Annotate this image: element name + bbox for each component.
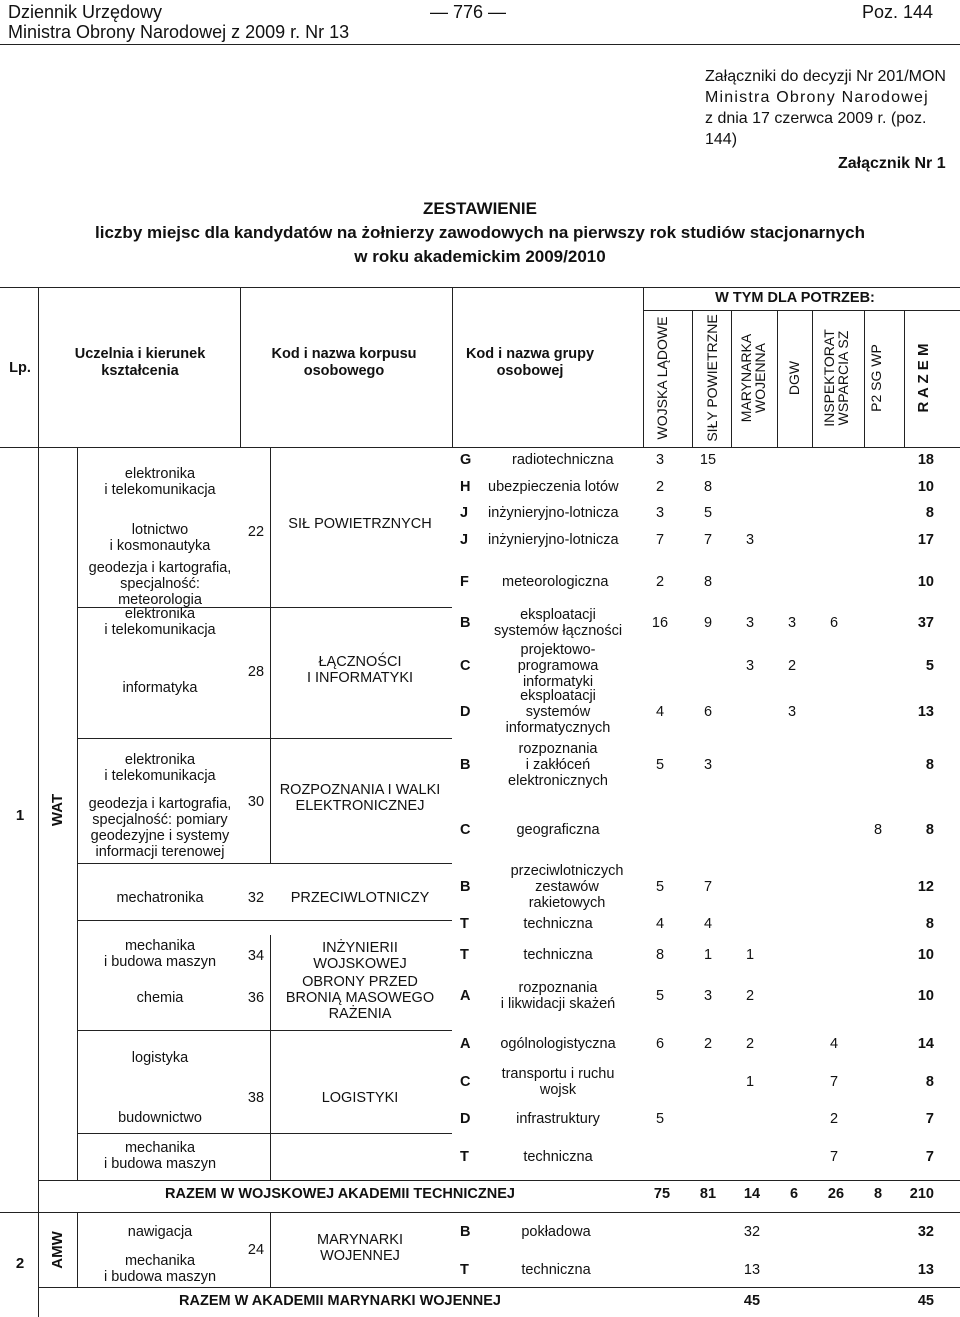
wat-kierunek [132, 1050, 188, 1066]
wat-korpus-name-line: ROZPOZNANIA I WALKI [279, 782, 441, 798]
wat-kierunek-line: mechatronika [116, 890, 204, 906]
wat-grupa-name-line: techniczna [523, 916, 593, 932]
wat-grupa-razem: 8 [925, 822, 934, 838]
wat-kierunek-line: elektronika [124, 606, 196, 622]
wat-kierunek-line: elektronika [124, 752, 196, 768]
wat-korpus-name-line: OBRONY PRZED [302, 974, 418, 990]
wat-grupa-name-line: techniczna [523, 1149, 593, 1165]
wat-grupa-code: J [460, 532, 469, 548]
wat-grupa-name [516, 822, 599, 838]
wat-grupa-name-line: programowa [517, 658, 599, 674]
wat-grupa-razem: 37 [917, 615, 934, 631]
wat-kierunek-line: geodezyjne i systemy [90, 828, 230, 844]
wat-korpus-name-line: BRONIĄ MASOWEGO [285, 990, 435, 1006]
wat-grupa-code: A [460, 988, 471, 1004]
wat-grupa-name [523, 1149, 592, 1165]
table-rule [904, 310, 905, 447]
wat-grupa-name-line: zestawów [535, 879, 599, 895]
wat-grupa-sp: 2 [703, 1036, 713, 1052]
wat-grupa-isz: 6 [829, 615, 839, 631]
wat-grupa-name [502, 574, 608, 590]
wat-korpus-name-line: SIŁ POWIETRZNYCH [288, 516, 432, 532]
wat-grupa-name-line: systemów [525, 704, 591, 720]
wat-korpus-name-line: INŻYNIERII [322, 940, 398, 956]
wat-korpus-code: 38 [247, 1090, 265, 1106]
wat-grupa-name [523, 947, 592, 963]
table-rule [38, 1287, 960, 1288]
header-col-1: SIŁY POWIETRZNE [704, 314, 720, 442]
wat-grupa-isz: 7 [829, 1149, 839, 1165]
wat-kierunek-line: i kosmonautyka [109, 538, 211, 554]
table-rule [77, 1212, 78, 1287]
wat-grupa-code: C [460, 658, 471, 674]
wat-grupa-razem: 8 [925, 1074, 934, 1090]
wat-grupa-wl: 4 [655, 916, 665, 932]
header-col-6: R A Z E M [915, 343, 932, 413]
table-rule [270, 1212, 271, 1287]
header-lp: Lp. [9, 360, 31, 376]
header-col-2-line: WOJENNA [752, 343, 768, 413]
wat-kierunek [110, 522, 211, 554]
table-rule [643, 310, 960, 311]
wat-grupa-name [488, 479, 619, 495]
wat-kierunek [137, 990, 184, 1006]
header-w-tym: W TYM DLA POTRZEB: [715, 290, 875, 306]
wat-grupa-name-line: wojsk [539, 1082, 577, 1098]
wat-grupa-name-line: geograficzna [516, 822, 600, 838]
table-rule [270, 447, 271, 607]
wat-grupa-code: B [460, 615, 471, 631]
wat-grupa-name-line: ubezpieczenia lotów [488, 479, 619, 495]
wat-grupa-wl: 6 [655, 1036, 665, 1052]
table-rule [777, 310, 778, 447]
annex-line-1: Załączniki do decyzji Nr 201/MON [705, 68, 946, 85]
table-rule [77, 863, 452, 864]
wat-grupa-sp: 8 [703, 479, 713, 495]
wat-grupa-code: H [460, 479, 471, 495]
wat-grupa-sp: 3 [703, 757, 713, 773]
amw-total-label: RAZEM W AKADEMII MARYNARKI WOJENNEJ [179, 1293, 501, 1309]
wat-grupa-wl: 5 [655, 988, 665, 1004]
header-grupa-line: osobowej [496, 363, 564, 379]
wat-grupa-isz: 7 [829, 1074, 839, 1090]
wat-total-value: 26 [827, 1186, 845, 1202]
wat-total-value: 81 [699, 1186, 717, 1202]
wat-total-razem: 210 [909, 1186, 934, 1202]
wat-grupa-code: T [460, 947, 469, 963]
wat-grupa-wl: 2 [655, 479, 665, 495]
document-title [0, 197, 960, 269]
position-number: Poz. 144 [862, 2, 934, 22]
wat-grupa-razem: 10 [917, 947, 934, 963]
wat-grupa-sp: 8 [703, 574, 713, 590]
amw-kierunek [128, 1224, 193, 1240]
amw-korpus-code: 24 [247, 1242, 265, 1258]
wat-korpus-name-line: ŁĄCZNOŚCI [318, 654, 402, 670]
amw-kierunek [104, 1253, 216, 1285]
wat-grupa-mw: 3 [745, 615, 755, 631]
wat-total-value: 14 [743, 1186, 761, 1202]
wat-grupa-sp: 7 [703, 532, 713, 548]
amw-grupa-mw: 13 [743, 1262, 761, 1278]
header-col-0: WOJSKA LĄDOWE [654, 316, 670, 440]
wat-kierunek [104, 466, 215, 498]
title-main: ZESTAWIENIE [423, 199, 537, 218]
wat-korpus-name-line: I INFORMATYKI [306, 670, 414, 686]
wat-grupa-code: T [460, 1149, 469, 1165]
wat-grupa-name [488, 505, 619, 521]
wat-total-value: 75 [653, 1186, 671, 1202]
wat-kierunek-line: i budowa maszyn [103, 1156, 217, 1172]
wat-grupa-code: C [460, 1074, 471, 1090]
wat-grupa-sp: 7 [703, 879, 713, 895]
wat-grupa-sp: 5 [703, 505, 713, 521]
table-rule [270, 738, 271, 863]
wat-grupa-wl: 5 [655, 757, 665, 773]
wat-kierunek [89, 796, 232, 860]
table-rule [0, 287, 960, 288]
wat-kierunek-line: meteorologia [118, 592, 202, 608]
header-col-2 [739, 334, 767, 422]
wat-grupa-wl: 3 [655, 452, 665, 468]
wat-grupa-wl: 3 [655, 505, 665, 521]
wat-grupa-wl: 16 [651, 615, 669, 631]
wat-grupa-name [501, 980, 615, 1012]
wat-grupa-razem: 5 [925, 658, 934, 674]
wat-kierunek [116, 890, 203, 906]
wat-grupa-razem: 17 [917, 532, 934, 548]
wat-kierunek-line: mechanika [124, 1140, 196, 1156]
header-uczelnia-line: Uczelnia i kierunek [74, 346, 206, 362]
amw-kierunek-line: mechanika [124, 1253, 196, 1269]
wat-grupa-name-line: rakietowych [528, 895, 606, 911]
wat-grupa-mw: 3 [745, 532, 755, 548]
wat-korpus-code: 22 [247, 524, 265, 540]
header-korpus-line: osobowego [303, 363, 385, 379]
wat-kierunek-line: geodezja i kartografia, [88, 796, 232, 812]
wat-grupa-name [502, 1066, 615, 1098]
wat-kierunek-line: geodezja i kartografia, [88, 560, 232, 576]
wat-korpus-name [286, 974, 434, 1022]
table-rule [38, 1180, 960, 1181]
wat-grupa-dgw: 3 [787, 615, 797, 631]
wat-grupa-name [511, 863, 624, 911]
wat-grupa-name-line: infrastruktury [516, 1111, 600, 1127]
header-grupa-line: Kod i nazwa grupy [465, 346, 595, 362]
wat-label: WAT [49, 793, 66, 827]
wat-korpus-name [280, 782, 441, 814]
table-rule [38, 287, 39, 1317]
wat-grupa-name-line: rozpoznania [518, 980, 598, 996]
wat-total-label: RAZEM W WOJSKOWEJ AKADEMII TECHNICZNEJ [165, 1186, 515, 1202]
table-rule [0, 1212, 960, 1213]
wat-grupa-code: C [460, 822, 471, 838]
table-rule [77, 920, 452, 921]
table-rule [240, 287, 241, 447]
wat-grupa-name-line: transportu i ruchu [501, 1066, 615, 1082]
wat-grupa-mw: 1 [745, 1074, 755, 1090]
wat-korpus-code: 30 [247, 794, 265, 810]
wat-grupa-code: F [460, 574, 469, 590]
amw-korpus-name-line: WOJENNEJ [320, 1248, 400, 1264]
wat-grupa-name [494, 607, 622, 639]
wat-grupa-sp: 4 [703, 916, 713, 932]
amw-korpus-name [317, 1232, 403, 1264]
wat-kierunek [118, 1110, 202, 1126]
table-rule [270, 607, 271, 738]
wat-grupa-name [506, 688, 611, 736]
wat-grupa-code: T [460, 916, 469, 932]
table-rule [77, 738, 452, 739]
wat-grupa-code: G [460, 452, 472, 468]
wat-kierunek-line: i telekomunikacja [104, 622, 216, 638]
wat-kierunek-line: budownictwo [118, 1110, 202, 1126]
wat-kierunek-line: i telekomunikacja [104, 482, 216, 498]
amw-total-mw: 45 [743, 1293, 761, 1309]
wat-grupa-razem: 12 [917, 879, 934, 895]
wat-grupa-name [516, 1111, 600, 1127]
wat-kierunek [104, 938, 216, 970]
wat-grupa-wl: 5 [655, 879, 665, 895]
wat-grupa-wl: 4 [655, 704, 665, 720]
wat-grupa-name [508, 741, 608, 789]
table-rule [270, 1030, 271, 1180]
wat-grupa-wl: 2 [655, 574, 665, 590]
wat-grupa-name-line: meteorologiczna [502, 574, 609, 590]
wat-grupa-p2: 8 [873, 822, 883, 838]
wat-lp: 1 [15, 807, 25, 824]
wat-grupa-razem: 10 [917, 479, 934, 495]
wat-kierunek [104, 1140, 216, 1172]
wat-grupa-name-line: techniczna [523, 947, 593, 963]
wat-grupa-name [518, 642, 599, 690]
wat-korpus-name [288, 516, 431, 532]
table-rule [812, 310, 813, 447]
amw-grupa-razem: 13 [917, 1262, 934, 1278]
wat-grupa-name-line: i zakłóceń [525, 757, 591, 773]
header-uczelnia-line: kształcenia [101, 363, 179, 379]
wat-grupa-razem: 14 [917, 1036, 934, 1052]
header-col-4-line: INSPEKTORAT [821, 329, 837, 427]
amw-grupa-name-line: techniczna [521, 1262, 591, 1278]
wat-kierunek-line: informacji terenowej [95, 844, 225, 860]
wat-kierunek-line: specjalność: [120, 576, 200, 592]
wat-kierunek-line: i budowa maszyn [103, 954, 217, 970]
amw-lp: 2 [15, 1255, 25, 1272]
amw-grupa-mw: 32 [743, 1224, 761, 1240]
wat-kierunek-line: chemia [136, 990, 184, 1006]
wat-korpus-name-line: WOJSKOWEJ [313, 956, 407, 972]
header-korpus [271, 346, 416, 380]
wat-grupa-code: D [460, 1111, 471, 1127]
wat-korpus-name-line: RAŻENIA [328, 1006, 392, 1022]
header-grupa [466, 346, 594, 380]
wat-grupa-razem: 8 [925, 505, 934, 521]
wat-grupa-name [488, 532, 619, 548]
wat-grupa-name-line: inżynieryjno-lotnicza [488, 505, 619, 521]
wat-grupa-razem: 18 [917, 452, 934, 468]
wat-kierunek [89, 560, 232, 608]
wat-grupa-name-line: rozpoznania [518, 741, 598, 757]
wat-grupa-name [512, 452, 614, 468]
wat-grupa-razem: 7 [925, 1111, 934, 1127]
amw-grupa-name [521, 1262, 590, 1278]
header-col-5: P2 SG WP [868, 344, 884, 412]
header-uczelnia [75, 346, 206, 380]
wat-grupa-code: B [460, 757, 471, 773]
amw-kierunek-line: nawigacja [127, 1224, 193, 1240]
header-col-4 [822, 329, 850, 427]
wat-kierunek-line: elektronika [124, 466, 196, 482]
wat-korpus-name [313, 940, 406, 972]
table-rule [270, 935, 271, 1030]
wat-grupa-mw: 2 [745, 988, 755, 1004]
wat-korpus-name [307, 654, 413, 686]
wat-grupa-code: B [460, 879, 471, 895]
wat-grupa-name-line: ogólnologistyczna [500, 1036, 616, 1052]
amw-grupa-code: T [460, 1262, 469, 1278]
wat-kierunek-line: lotnictwo [131, 522, 189, 538]
wat-korpus-name [291, 890, 430, 906]
amw-grupa-name [521, 1224, 590, 1240]
wat-grupa-name-line: przeciwlotniczych [510, 863, 624, 879]
wat-grupa-razem: 8 [925, 757, 934, 773]
wat-grupa-name-line: eksploatacji [520, 688, 596, 704]
wat-grupa-mw: 2 [745, 1036, 755, 1052]
amw-korpus-name-line: MARYNARKI [317, 1232, 403, 1248]
amw-total-razem: 45 [917, 1293, 934, 1309]
wat-grupa-mw: 1 [745, 947, 755, 963]
header-col-2-line: MARYNARKA [738, 333, 754, 423]
wat-grupa-name-line: elektronicznych [508, 773, 608, 789]
wat-korpus-code: 28 [247, 664, 265, 680]
header-col-3: DGW [786, 360, 802, 396]
wat-kierunek-line: i telekomunikacja [104, 768, 216, 784]
wat-grupa-dgw: 2 [787, 658, 797, 674]
wat-korpus-name-line: ELEKTRONICZNEJ [295, 798, 425, 814]
journal-subtitle: Ministra Obrony Narodowej z 2009 r. Nr 13 [8, 22, 350, 42]
wat-kierunek-line: specjalność: pomiary [92, 812, 228, 828]
wat-kierunek-line: mechanika [124, 938, 196, 954]
header-korpus-line: Kod i nazwa korpusu [271, 346, 417, 362]
wat-grupa-wl: 8 [655, 947, 665, 963]
wat-grupa-mw: 3 [745, 658, 755, 674]
table-rule [0, 447, 960, 448]
wat-kierunek [104, 606, 215, 638]
table-rule [77, 1133, 452, 1134]
wat-grupa-isz: 2 [829, 1111, 839, 1127]
wat-grupa-razem: 10 [917, 988, 934, 1004]
table-rule [864, 310, 865, 447]
wat-grupa-code: J [460, 505, 469, 521]
annex-line-3: z dnia 17 czerwca 2009 r. (poz. 144) [705, 110, 927, 148]
wat-korpus-code: 32 [247, 890, 265, 906]
amw-grupa-name-line: pokładowa [521, 1224, 591, 1240]
wat-grupa-wl: 5 [655, 1111, 665, 1127]
amw-kierunek-line: i budowa maszyn [103, 1269, 217, 1285]
wat-grupa-name-line: eksploatacji [520, 607, 596, 623]
table-rule [452, 287, 453, 447]
wat-kierunek [104, 752, 215, 784]
wat-korpus-name-line: PRZECIWLOTNICZY [290, 890, 430, 906]
wat-grupa-isz: 4 [829, 1036, 839, 1052]
annex-note [705, 66, 960, 150]
wat-grupa-name-line: systemów łączności [493, 623, 623, 639]
wat-grupa-wl: 7 [655, 532, 665, 548]
title-line-1: liczby miejsc dla kandydatów na żołnierzy zawodowych na pierwszy rok studiów stacjonarnych [95, 223, 865, 242]
wat-kierunek [123, 680, 198, 696]
wat-grupa-code: D [460, 704, 471, 720]
wat-grupa-name-line: inżynieryjno-lotnicza [488, 532, 619, 548]
table-rule [77, 1030, 452, 1031]
amw-grupa-razem: 32 [917, 1224, 934, 1240]
header-rule [0, 44, 960, 45]
wat-grupa-sp: 9 [703, 615, 713, 631]
annex-line-2: Ministra Obrony Narodowej [705, 89, 929, 106]
wat-grupa-name-line: radiotechniczna [512, 452, 614, 468]
amw-grupa-code: B [460, 1224, 471, 1240]
wat-kierunek-line: informatyka [122, 680, 198, 696]
attachment-label: Załącznik Nr 1 [838, 155, 946, 172]
title-line-2: w roku akademickim 2009/2010 [354, 247, 606, 266]
wat-korpus-code: 34 [247, 948, 265, 964]
wat-grupa-razem: 13 [917, 704, 934, 720]
table-rule [643, 287, 644, 447]
wat-korpus-name [322, 1090, 399, 1106]
wat-grupa-dgw: 3 [787, 704, 797, 720]
wat-grupa-razem: 8 [925, 916, 934, 932]
page-number: — 776 — [430, 2, 507, 22]
wat-korpus-code: 36 [247, 990, 265, 1006]
table-rule [692, 310, 693, 447]
wat-grupa-sp: 6 [703, 704, 713, 720]
wat-grupa-razem: 7 [925, 1149, 934, 1165]
wat-grupa-name-line: informatyki [522, 674, 594, 690]
wat-grupa-name [500, 1036, 615, 1052]
wat-grupa-sp: 1 [703, 947, 713, 963]
wat-grupa-sp: 3 [703, 988, 713, 1004]
wat-grupa-name-line: informatycznych [505, 720, 611, 736]
wat-grupa-name-line: projektowo- [520, 642, 596, 658]
journal-title: Dziennik Urzędowy [8, 2, 163, 22]
wat-korpus-name-line: LOGISTYKI [321, 1090, 399, 1106]
table-rule [77, 447, 78, 1180]
table-rule [77, 607, 452, 608]
table-rule [731, 310, 732, 447]
wat-grupa-sp: 15 [699, 452, 717, 468]
wat-grupa-razem: 10 [917, 574, 934, 590]
header-col-4-line: WSPARCIA SZ [835, 330, 851, 426]
wat-total-value: 8 [873, 1186, 883, 1202]
wat-grupa-code: A [460, 1036, 471, 1052]
wat-grupa-name [523, 916, 592, 932]
amw-label: AMW [49, 1231, 66, 1269]
wat-kierunek-line: logistyka [131, 1050, 189, 1066]
wat-total-value: 6 [789, 1186, 799, 1202]
wat-grupa-name-line: i likwidacji skażeń [500, 996, 616, 1012]
